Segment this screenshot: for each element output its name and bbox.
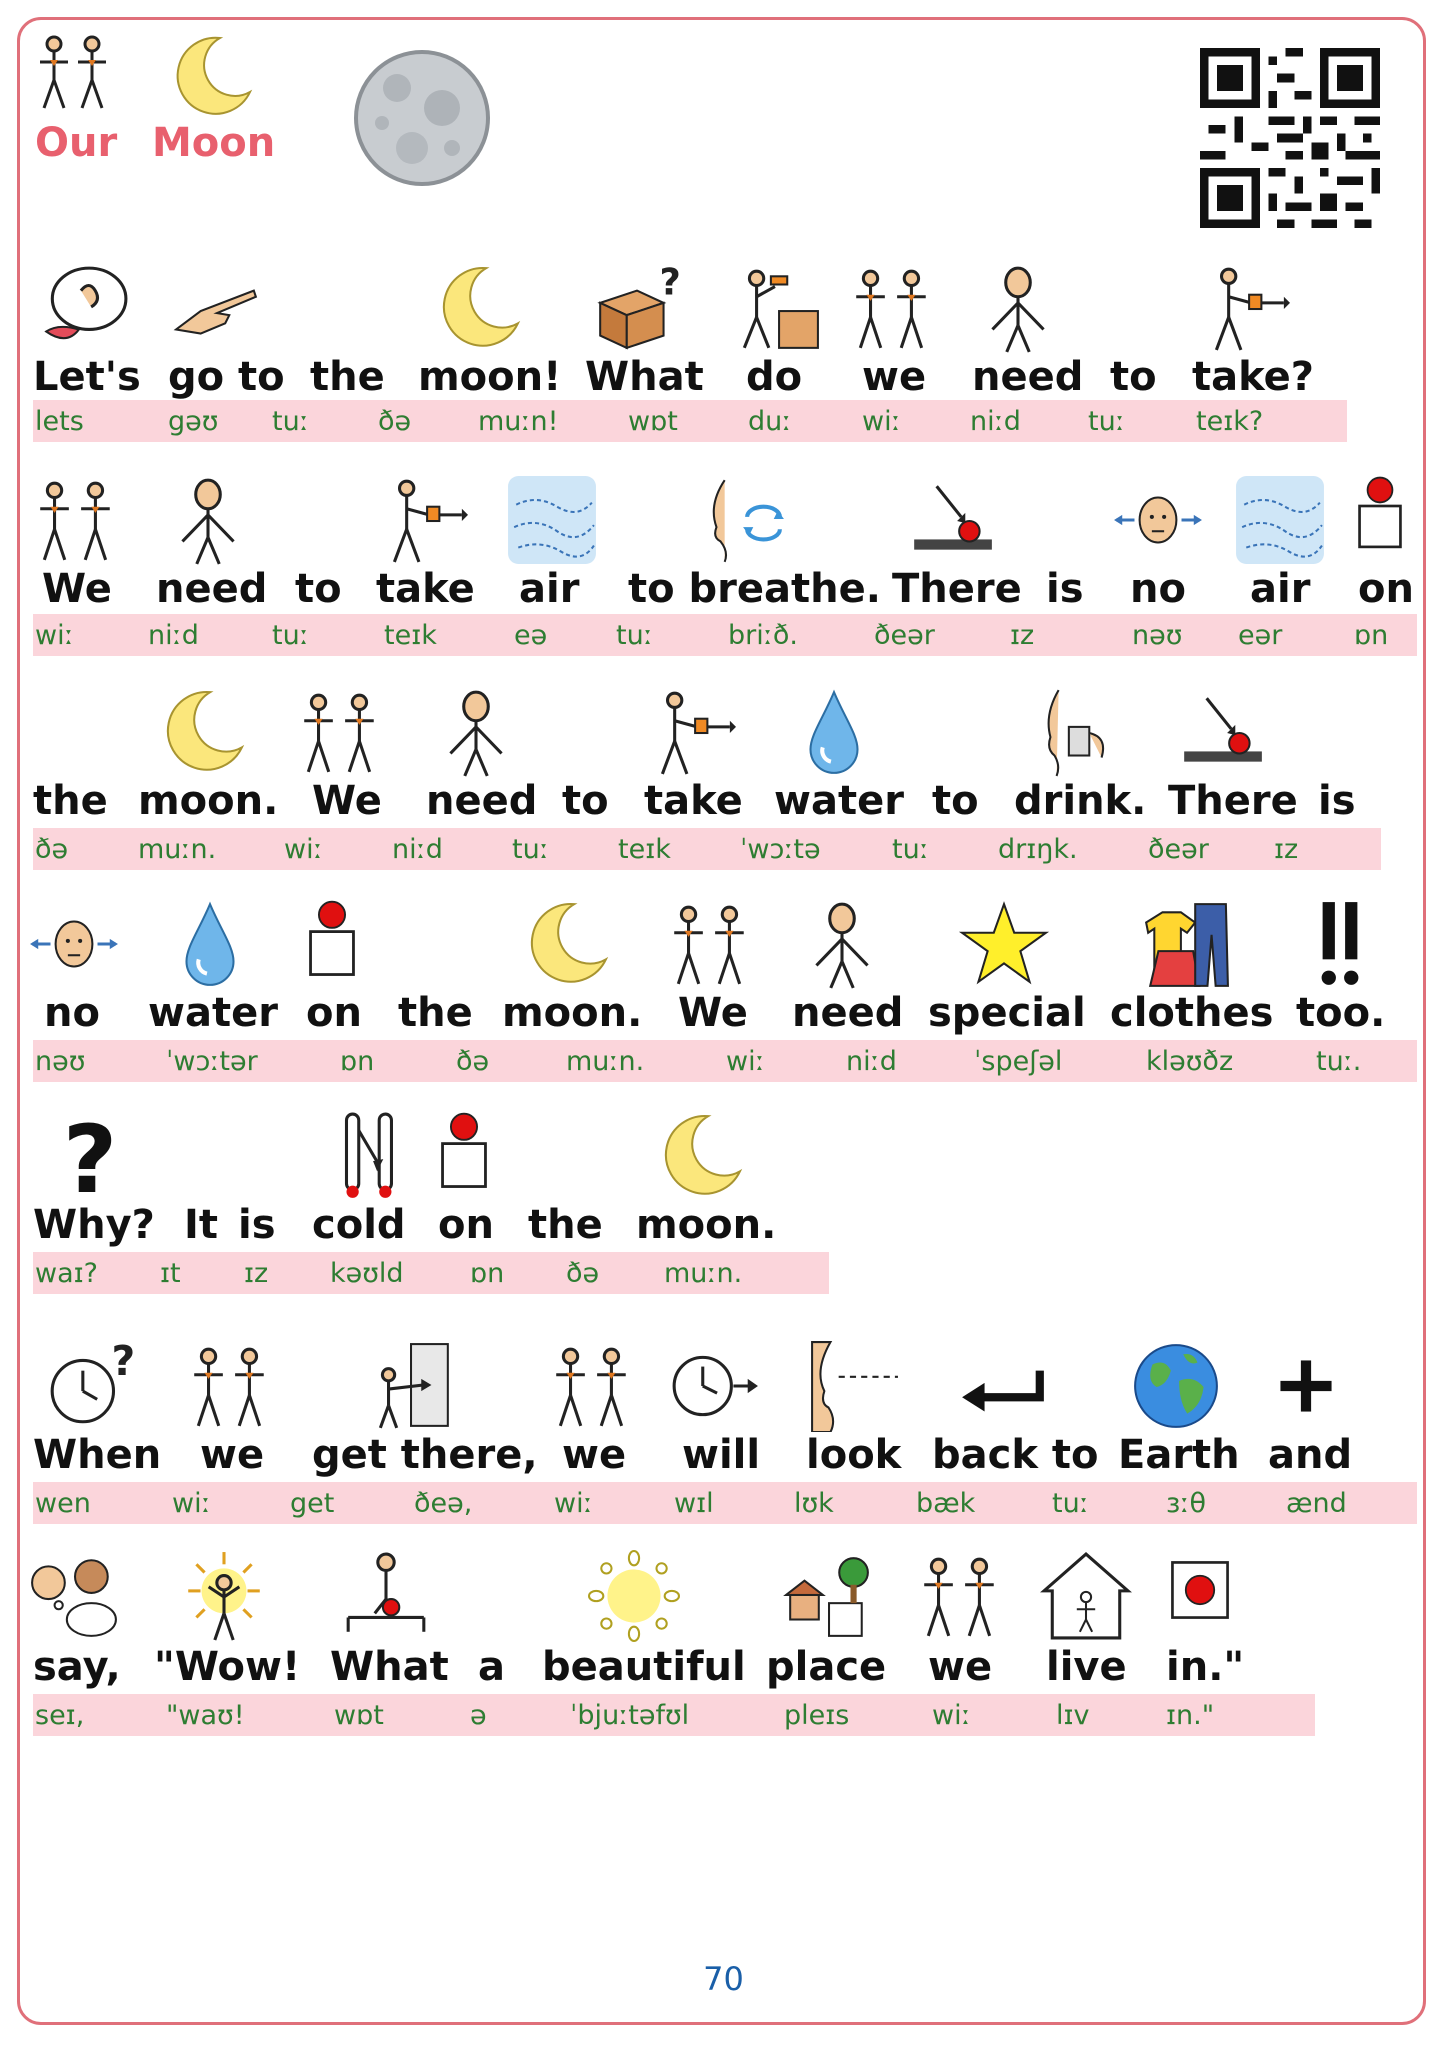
- crescent-moon-icon: [518, 898, 610, 990]
- word: take: [376, 566, 475, 612]
- phonetic: tuː: [272, 620, 309, 651]
- breathe-icon: [694, 474, 786, 566]
- phonetic: niːd: [392, 834, 443, 865]
- phonetic: nəʊ: [1132, 620, 1183, 651]
- phonetic: waɪ?: [35, 1258, 98, 1289]
- word: we: [562, 1432, 627, 1478]
- phonetic: niːd: [148, 620, 199, 651]
- word: the: [310, 354, 385, 400]
- word: What: [330, 1644, 449, 1690]
- word: Let's: [33, 354, 141, 400]
- mouth-speech-icon: [38, 262, 130, 354]
- word: say,: [33, 1644, 121, 1690]
- word: and: [1268, 1432, 1353, 1478]
- phonetic: ðeər: [874, 620, 935, 651]
- exclamation-icon: [1294, 898, 1386, 990]
- title-our: Our: [35, 120, 118, 166]
- phonetic: ɪz: [1010, 620, 1035, 651]
- word: we: [200, 1432, 265, 1478]
- phonetic: gəʊ: [168, 406, 219, 437]
- qr-code-icon[interactable]: [1200, 48, 1380, 228]
- person-shrug-icon: [972, 262, 1064, 354]
- phonetic: ðeər: [1148, 834, 1209, 865]
- phonetic: ˈwɔːtər: [166, 1046, 258, 1077]
- word: we: [928, 1644, 993, 1690]
- phonetic: wɒt: [334, 1700, 384, 1731]
- word: special: [928, 990, 1086, 1036]
- word: we: [862, 354, 927, 400]
- person-carrying-icon: [644, 686, 736, 778]
- person-carrying-icon: [1198, 262, 1290, 354]
- phonetic-band: [33, 614, 1417, 656]
- on-box-icon: [290, 898, 374, 982]
- phonetic: briːð.: [728, 620, 798, 651]
- phonetic: tuː.: [1316, 1046, 1362, 1077]
- phonetic: bæk: [916, 1488, 976, 1519]
- person-shrug-icon: [796, 898, 888, 990]
- word: water: [774, 778, 904, 824]
- phonetic: muːn.: [138, 834, 217, 865]
- two-people-icon: [546, 1340, 638, 1432]
- drinking-icon: [1030, 686, 1122, 778]
- word: What: [585, 354, 704, 400]
- phonetic: ɒn: [1354, 620, 1389, 651]
- phonetic: drɪŋk.: [998, 834, 1078, 865]
- phonetic: tuː: [616, 620, 653, 651]
- phonetic: lɪv: [1056, 1700, 1090, 1731]
- phonetic: teɪk: [618, 834, 671, 865]
- look-face-icon: [808, 1340, 900, 1432]
- person-carrying-icon: [376, 474, 468, 566]
- water-drop-icon: [788, 686, 880, 778]
- word: moon.: [138, 778, 279, 824]
- phonetic: wen: [35, 1488, 91, 1519]
- plus-icon: [1260, 1340, 1352, 1432]
- two-people-icon: [664, 898, 756, 990]
- phonetic: duː: [748, 406, 792, 437]
- word: to: [295, 566, 342, 612]
- phonetic: ðə: [566, 1258, 600, 1289]
- two-people-icon: [294, 686, 386, 778]
- say-icon: [28, 1550, 120, 1642]
- clock-question-icon: [44, 1340, 136, 1432]
- person-door-icon: [364, 1340, 456, 1432]
- there-arrow-icon: [1176, 686, 1268, 778]
- two-people-icon: [914, 1550, 1006, 1642]
- phonetic: ˈbjuːtəfʊl: [570, 1700, 690, 1731]
- what-icon: [340, 1550, 432, 1642]
- crescent-moon-icon: [652, 1110, 744, 1202]
- word: too.: [1296, 990, 1386, 1036]
- phonetic: ˈspeʃəl: [974, 1046, 1063, 1077]
- phonetic: niːd: [970, 406, 1021, 437]
- phonetic: wɒt: [628, 406, 678, 437]
- phonetic: ɪn.": [1166, 1700, 1215, 1731]
- word: to breathe.: [628, 566, 881, 612]
- phonetic: eə: [514, 620, 548, 651]
- phonetic: tuː: [512, 834, 549, 865]
- phonetic: muːn.: [664, 1258, 743, 1289]
- phonetic: ɒn: [470, 1258, 505, 1289]
- two-people-icon: [30, 474, 122, 566]
- word: take?: [1192, 354, 1314, 400]
- phonetic-band: [33, 1482, 1417, 1524]
- back-arrow-icon: [958, 1340, 1050, 1432]
- earth-icon: [1130, 1340, 1222, 1432]
- phonetic: wiː: [284, 834, 323, 865]
- phonetic: wɪl: [674, 1488, 714, 1519]
- word: on: [1358, 566, 1414, 612]
- clothes-icon: [1140, 898, 1232, 990]
- phonetic: kəʊld: [330, 1258, 404, 1289]
- phonetic: ɜːθ: [1166, 1488, 1206, 1519]
- word: live: [1046, 1644, 1127, 1690]
- water-drop-icon: [164, 898, 256, 990]
- word: Why?: [33, 1202, 155, 1248]
- phonetic: "waʊ!: [166, 1700, 245, 1731]
- word: moon.: [502, 990, 643, 1036]
- phonetic: wiː: [932, 1700, 971, 1731]
- person-shrug-icon: [430, 686, 522, 778]
- in-icon: [1160, 1550, 1240, 1630]
- phonetic: wiː: [172, 1488, 211, 1519]
- phonetic: tuː: [272, 406, 309, 437]
- phonetic: ɒn: [340, 1046, 375, 1077]
- word: When: [33, 1432, 162, 1478]
- word: water: [148, 990, 278, 1036]
- word: need: [792, 990, 904, 1036]
- question-box-icon: [592, 262, 684, 354]
- word: air: [519, 566, 580, 612]
- word: get there,: [312, 1432, 538, 1478]
- word: is: [1318, 778, 1356, 824]
- phonetic-band: [33, 400, 1347, 442]
- phonetic: teɪk: [384, 620, 437, 651]
- title-moon: Moon: [152, 120, 276, 166]
- word: will: [682, 1432, 761, 1478]
- no-head-icon: [1112, 474, 1204, 566]
- phonetic: eər: [1238, 620, 1283, 651]
- no-head-icon: [28, 898, 120, 990]
- pointing-hand-icon: [170, 262, 262, 354]
- word: Earth: [1118, 1432, 1240, 1478]
- page-number: 70: [703, 1960, 744, 1998]
- word: need: [156, 566, 268, 612]
- phonetic: teɪk?: [1196, 406, 1264, 437]
- question-mark-icon: [44, 1110, 136, 1202]
- word: need: [972, 354, 1084, 400]
- word: We: [312, 778, 382, 824]
- phonetic: lets: [35, 406, 84, 437]
- word: go to: [168, 354, 285, 400]
- word: in.": [1166, 1644, 1245, 1690]
- crescent-moon-icon: [430, 262, 522, 354]
- place-icon: [782, 1550, 874, 1642]
- word: to: [1110, 354, 1157, 400]
- word: the: [528, 1202, 603, 1248]
- phonetic: ðeə,: [414, 1488, 473, 1519]
- crescent-moon-icon: [154, 686, 246, 778]
- phonetic: wiː: [726, 1046, 765, 1077]
- phonetic: muːn.: [566, 1046, 645, 1077]
- word: the: [398, 990, 473, 1036]
- phonetic: muːn!: [478, 406, 559, 437]
- word: is: [1046, 566, 1084, 612]
- phonetic: nəʊ: [35, 1046, 86, 1077]
- word: back to: [932, 1432, 1099, 1478]
- our-people-icon: [32, 30, 117, 115]
- phonetic: get: [290, 1488, 335, 1519]
- word: clothes: [1110, 990, 1274, 1036]
- phonetic: wiː: [554, 1488, 593, 1519]
- phonetic: seɪ,: [35, 1700, 85, 1731]
- phonetic: ðə: [378, 406, 412, 437]
- worker-icon: [730, 262, 822, 354]
- air-icon: [506, 474, 598, 566]
- word: beautiful: [542, 1644, 746, 1690]
- full-moon-icon: [352, 48, 492, 188]
- phonetic: wiː: [862, 406, 901, 437]
- phonetic: ɪt: [160, 1258, 181, 1289]
- phonetic: tuː: [892, 834, 929, 865]
- phonetic: niːd: [846, 1046, 897, 1077]
- word: drink.: [1014, 778, 1147, 824]
- phonetic: ɪz: [244, 1258, 269, 1289]
- word: cold: [312, 1202, 406, 1248]
- word: no: [1130, 566, 1186, 612]
- two-people-icon: [184, 1340, 276, 1432]
- clock-arrow-icon: [668, 1340, 760, 1432]
- word: There: [892, 566, 1022, 612]
- word: moon!: [418, 354, 562, 400]
- word: to: [932, 778, 979, 824]
- word: place: [766, 1644, 887, 1690]
- word: air: [1250, 566, 1311, 612]
- word: on: [438, 1202, 494, 1248]
- word: the: [33, 778, 108, 824]
- word: We: [678, 990, 748, 1036]
- person-shrug-icon: [162, 474, 254, 566]
- two-people-icon: [846, 262, 938, 354]
- thermometer-icon: [324, 1110, 416, 1202]
- word: is: [238, 1202, 276, 1248]
- phonetic: ə: [470, 1700, 487, 1731]
- word: take: [644, 778, 743, 824]
- word: to: [562, 778, 609, 824]
- word: moon.: [636, 1202, 777, 1248]
- on-box-icon: [422, 1110, 506, 1194]
- wow-icon: [178, 1550, 270, 1642]
- phonetic: wiː: [35, 620, 74, 651]
- word: need: [426, 778, 538, 824]
- phonetic: ænd: [1286, 1488, 1347, 1519]
- phonetic: ðə: [456, 1046, 490, 1077]
- phonetic: tuː: [1052, 1488, 1089, 1519]
- phonetic: kləʊðz: [1146, 1046, 1234, 1077]
- on-box-icon: [1340, 474, 1420, 554]
- word: It: [184, 1202, 219, 1248]
- word: We: [42, 566, 112, 612]
- house-icon: [1040, 1550, 1132, 1642]
- word: "Wow!: [154, 1644, 301, 1690]
- word: do: [746, 354, 803, 400]
- phonetic: ˈwɔːtə: [740, 834, 821, 865]
- there-arrow-icon: [906, 474, 998, 566]
- title-moon-icon: [160, 30, 255, 120]
- word: There: [1168, 778, 1298, 824]
- phonetic: ɪz: [1274, 834, 1299, 865]
- phonetic: lʊk: [794, 1488, 834, 1519]
- word: a: [478, 1644, 505, 1690]
- phonetic: tuː: [1088, 406, 1125, 437]
- beautiful-icon: [588, 1550, 680, 1642]
- phonetic: ðə: [35, 834, 69, 865]
- star-icon: [958, 898, 1050, 990]
- word: no: [44, 990, 100, 1036]
- phonetic: pleɪs: [784, 1700, 850, 1731]
- word: on: [306, 990, 362, 1036]
- air-icon: [1234, 474, 1326, 566]
- word: look: [806, 1432, 902, 1478]
